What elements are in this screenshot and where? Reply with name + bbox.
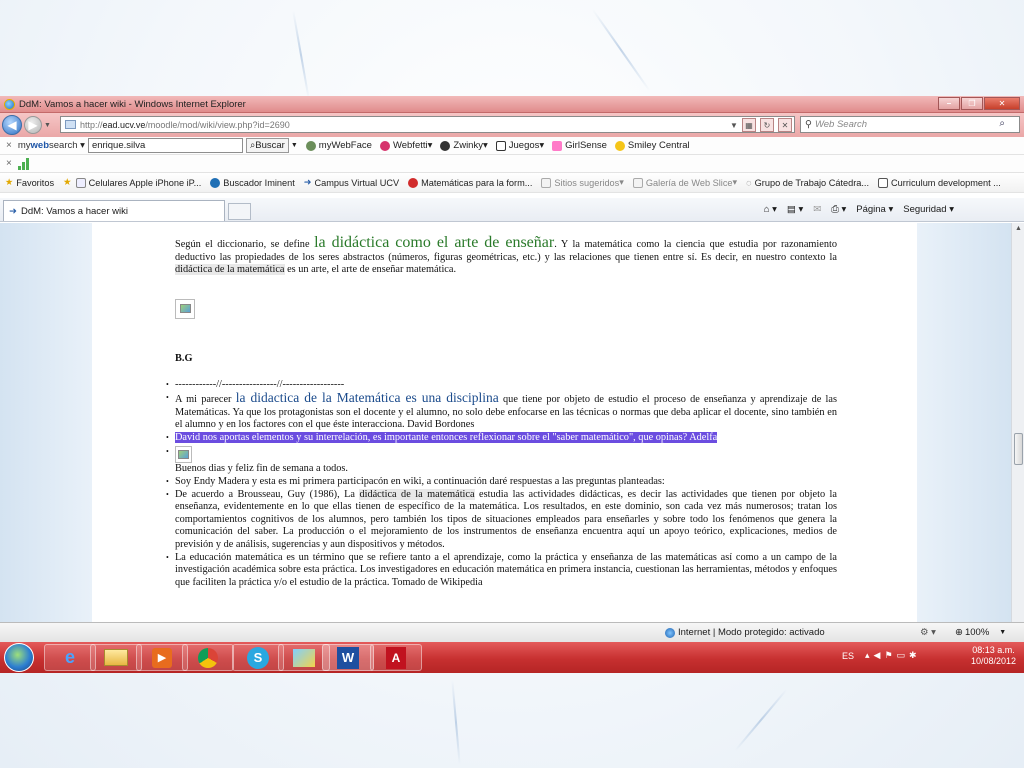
network-icon [293,649,315,667]
maximize-button[interactable]: ❐ [961,97,983,110]
background-decoration [451,680,460,765]
page-icon [541,178,551,188]
taskbar-app[interactable] [322,644,374,671]
tab-title: DdM: Vamos a hacer wiki [20,205,128,217]
taskbar-app[interactable] [232,644,284,671]
taskbar [0,642,1024,673]
favorites-label: Favoritos [16,177,55,188]
globe-icon [210,178,220,188]
list-item: • ------------//----------------//------------------ [167,379,837,392]
brand-my: my [17,140,31,151]
ie-icon [4,99,15,110]
fav-item[interactable] [210,178,295,188]
zwinky-label: Zwinky [453,140,483,151]
mywebsearch-query: enrique.silva [91,140,146,151]
text: que tiene por objeto de estudio el proceso de enseñanza y aprendizaje de las Matemáticas. Ya que los protagonistas son el docente y el alumno, no solo debe enfocarse en las técnicas o normas que deba aplicar el docente, sino también en el alumno y en los factores con el que éste interacciona. David Bordones [175,393,837,431]
image-placeholder-icon[interactable] [175,299,195,319]
zwinky-icon [440,141,450,151]
smiley-central-label: Smiley Central [627,140,690,151]
fav-item[interactable] [304,177,399,188]
list-item [167,389,837,432]
text: De acuerdo a Brousseau, Guy (1986), La [175,488,360,500]
fav-label: Buscador Iminent [223,177,295,188]
mywebsearch-input[interactable] [88,138,243,153]
title-bar [0,96,1024,113]
buscar-icon: ⌕ [249,140,256,151]
page-content [0,223,1011,622]
juegos-item[interactable]: Juegos ▾ [496,140,544,151]
chrome-icon [198,648,218,668]
protected-mode-icon[interactable]: ⚙ ▾ [920,627,936,638]
page-icon [65,120,76,129]
list-item [167,446,837,463]
juegos-label: Juegos [508,140,540,151]
opera-icon [408,178,418,188]
skype-icon: S [247,647,269,669]
zone-label: Internet | Modo protegido: activado [678,627,825,638]
fav-item[interactable]: Galería de Web Slice ▾ [633,177,737,188]
text: Según el diccionario, se define [175,239,315,250]
link-icon: ➜ [9,205,17,217]
language-indicator[interactable]: ES [842,651,855,661]
address-dropdown-icon[interactable]: ▼ [730,120,738,130]
mywebface-item[interactable] [306,140,372,151]
scrollbar-thumb[interactable] [1014,433,1023,465]
buscar-button[interactable] [246,138,289,153]
games-icon [496,141,506,151]
webfetti-item[interactable]: Webfetti ▾ [380,140,432,151]
home-icon[interactable]: ⌂ ▾ [763,204,777,215]
security-zone[interactable] [665,627,825,638]
zwinky-item[interactable]: Zwinky ▾ [440,140,487,151]
favorites-bar [0,173,1024,193]
seguridad-menu[interactable]: Seguridad ▾ [903,204,954,215]
back-button[interactable]: ◀ [2,115,22,135]
status-bar [0,622,1024,642]
fav-item[interactable] [746,178,869,188]
pagina-label: Página [856,204,886,215]
forward-button[interactable]: ▶ [24,116,42,134]
secondary-toolbar [0,155,1024,173]
clock-date: 10/08/2012 [970,656,1016,666]
background-decoration [292,11,310,100]
clock-time: 08:13 a.m. [972,645,1015,655]
background-decoration [592,8,651,91]
section-heading: B.G [175,352,193,364]
clock[interactable] [971,645,1016,667]
history-dropdown-icon[interactable]: ▼ [44,121,51,129]
comment-list [167,379,837,589]
mywebsearch-toolbar [0,137,1024,155]
search-icon[interactable]: ⌕ [999,118,1005,129]
text: estudia las actividades didácticas, es decir las actividades que tienen por objeto la enseñanza, evidentemente en lo que ellas tienen de específico de la matemática. Los resultados, en este dominio, son cada vez más numerosos; tratan los comportamientos cognitivos de los alumnos, pero también los tipos de situaciones empleados para enseñarles y sobre todo los fenómenos que genera la comunicación del saber. La producción o el mejoramiento de los instrumentos de enseñanza encuentra aquí un apoyo teórico, explicaciones, medios de previsión y de análisis, sugerencias y aun dispositivos y métodos. [175,488,837,550]
taskbar-app[interactable] [370,644,422,671]
taskbar-app[interactable] [90,644,142,671]
link-text[interactable]: didáctica de la matemática [359,488,475,500]
fav-label: Sitios sugeridos [554,177,620,188]
girlsense-label: GirlSense [565,140,607,151]
fav-label: Grupo de Trabajo Cátedra... [754,177,870,188]
word-icon: W [337,647,359,669]
url-domain: ead.ucv.ve [102,119,146,130]
page-icon [76,178,86,188]
text: . Y la matemática como la ciencia que estudia por razonamiento deductivo las propiedades de los seres abstractos (números, figuras geométricas, etc.) y las relaciones que tienen entre sí. Es decir, en nuestro contexto la [175,239,837,263]
brand-web: web [30,140,49,151]
refresh-icon[interactable]: ↻ [760,118,774,132]
brand-search: search [49,140,78,151]
url-path: /moodle/mod/wiki/view.php?id=2690 [145,119,290,130]
command-bar [764,204,954,215]
scroll-up-icon[interactable]: ▲ [1015,225,1022,232]
smiley-icon [615,141,625,151]
browser-window [0,96,1024,642]
ie-icon: e [64,647,75,667]
wiki-article [175,231,837,589]
highlight-text: la didactica de la Matemática es una disciplina [235,389,499,405]
webfetti-label: Webfetti [392,140,428,151]
compatibility-view-icon[interactable]: ▦ [742,118,756,132]
vertical-scrollbar[interactable] [1011,223,1024,622]
fav-item[interactable]: Sitios sugeridos ▾ [541,177,623,188]
mywebface-label: myWebFace [318,140,372,151]
zoom-control[interactable]: ⊕ 100% ▼ [955,627,1007,638]
tab-bar [0,198,1024,222]
list-item [167,489,837,552]
image-placeholder-icon[interactable] [175,446,192,463]
fav-label: Galería de Web Slice [645,177,733,188]
butterfly-icon [552,141,562,151]
acrobat-icon: A [386,647,406,669]
favorites-button[interactable] [5,177,54,188]
toolbar-close-icon[interactable]: × [6,140,12,151]
fav-item[interactable] [408,178,532,188]
buscar-label: Buscar [255,140,285,151]
page-icon [633,178,643,188]
background-decoration [735,689,788,752]
highlight-text: la didáctica como el arte de enseñar [314,234,555,251]
fav-item[interactable] [76,178,202,188]
new-tab-button[interactable] [228,203,251,220]
girlsense-item[interactable] [552,140,607,151]
taskbar-app[interactable] [136,644,188,671]
globe-icon [665,628,675,638]
link-icon: ➜ [303,177,312,187]
list-item: • La educación matemática es un término que se refiere tanto a el aprendizaje, como la práctica y enseñanza de las matemáticas así como a un campo de la investigación académica sobre esta práctica. Los investigadores en educación matemática en primera instancia, cuestionan las herramientas, métodos y enfoques que faciliten la práctica y/o el estudio de la práctica. Tomado de Wikipedia [167,552,837,590]
fav-label: Curriculum development ... [891,177,1001,188]
selected-text[interactable]: David nos aportas elementos y su interrelación, es importante entonces reflexionar sobre el "saber matemático", que opinas? Adelfa [175,431,718,443]
media-player-icon: ▶ [152,648,172,668]
zoom-label: 100% [964,627,990,638]
intro-paragraph [175,234,837,277]
add-favorite-icon[interactable]: ★ [63,177,72,188]
seguridad-label: Seguridad [903,204,947,215]
smiley-central-item[interactable] [615,140,690,151]
list-item [167,432,837,445]
mail-icon[interactable]: ✉ [813,204,822,215]
face-icon [306,141,316,151]
feeds-icon[interactable]: ▤ ▾ [786,204,804,215]
page-icon [878,178,888,188]
search-provider-icon: ⚲ [805,119,812,130]
list-item: • Soy Endy Madera y esta es mi primera participacón en wiki, a continuación daré respuestas a las preguntas planteadas: [167,476,837,489]
taskbar-app[interactable] [182,644,234,671]
web-search-input[interactable] [800,116,1020,133]
start-button[interactable] [4,643,34,672]
signal-bars-icon [18,158,29,170]
chat-icon: ◌ [746,177,752,188]
text: es un arte, el arte de enseñar matemática. [284,264,457,276]
tab-current[interactable] [3,200,225,221]
fav-label: Campus Virtual UCV [314,177,400,188]
heart-icon [380,141,390,151]
url-prefix: http:// [80,119,103,130]
mywebsearch-logo[interactable]: mywebsearch ▾ [17,140,85,151]
star-icon: ★ [5,177,14,187]
list-item: Buenos dias y feliz fin de semana a todos. [175,463,349,475]
toolbar2-close-icon[interactable]: × [6,158,12,169]
fav-item[interactable] [878,178,1001,188]
navigation-bar [0,113,1024,137]
taskbar-app[interactable] [44,644,96,671]
zoom-icon: ⊕ [955,627,963,638]
minimize-button[interactable]: – [938,97,960,110]
fav-label: Celulares Apple iPhone iP... [88,177,202,188]
tray-icons[interactable]: ▴◀⚑▭✱ [865,650,921,660]
pagina-menu[interactable]: Página ▾ [856,204,894,215]
fav-label: Matemáticas para la form... [421,177,533,188]
link-text[interactable]: didáctica de la matemática [175,264,285,276]
address-bar[interactable] [60,116,795,133]
explorer-icon [104,649,128,666]
window-title: DdM: Vamos a hacer wiki - Windows Internet Explorer [19,98,246,110]
stop-icon[interactable]: ✕ [778,118,792,132]
close-button[interactable]: ✕ [984,97,1020,110]
buscar-dropdown-icon[interactable]: ▼ [290,142,298,149]
search-placeholder: Web Search [814,119,868,130]
text: A mi parecer [175,393,236,405]
print-icon[interactable]: ⎙ ▾ [831,204,847,215]
